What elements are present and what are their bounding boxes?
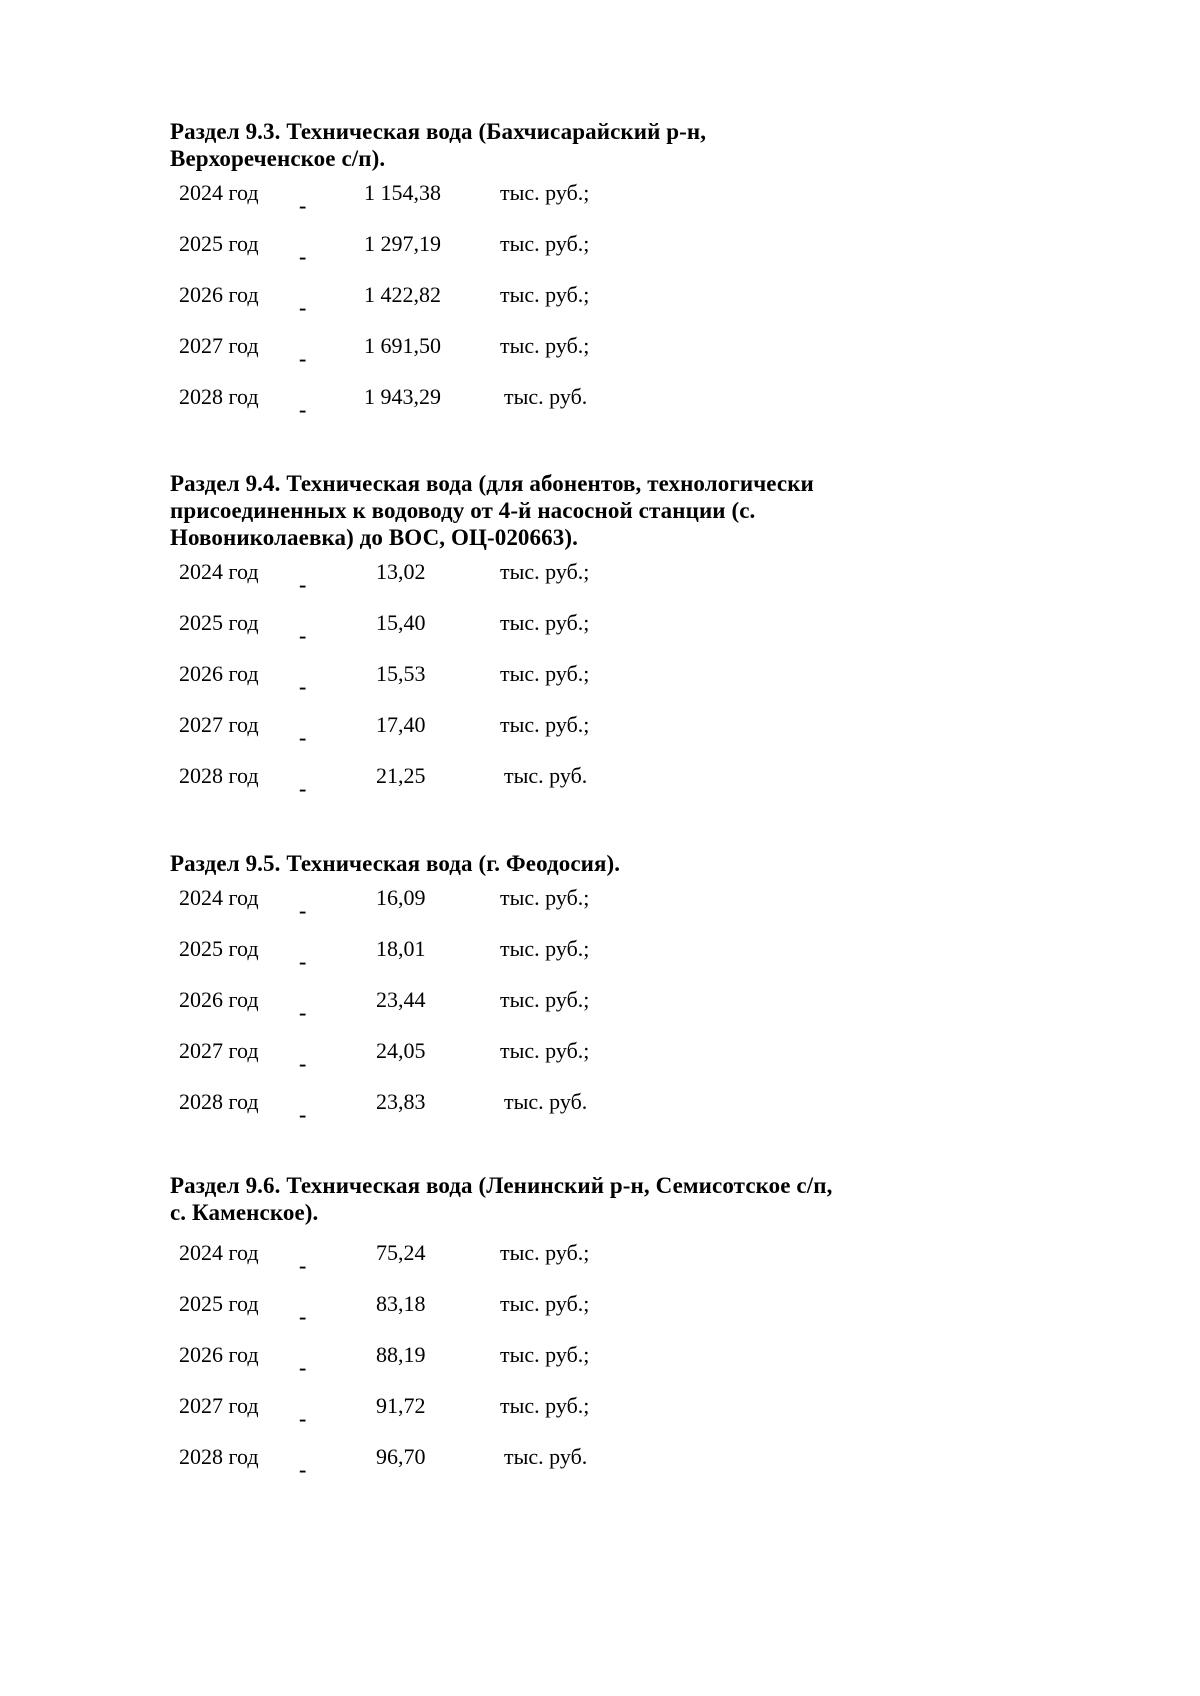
dash-separator: - xyxy=(299,1355,307,1380)
section-title-line: Раздел 9.5. Техническая вода (г. Феодосия). xyxy=(170,851,621,876)
section-9-4 xyxy=(170,470,890,814)
section-title-line: с. Каменское). xyxy=(170,1200,319,1225)
dash-separator: - xyxy=(299,193,307,218)
year-label: 2024 год xyxy=(179,559,259,584)
dash-separator: - xyxy=(299,623,307,648)
amount-value: 1 691,50 xyxy=(364,333,441,358)
year-label: 2025 год xyxy=(179,231,259,256)
tariff-row xyxy=(170,1342,890,1393)
tariff-row xyxy=(170,1291,890,1342)
amount-value: 13,02 xyxy=(376,559,426,584)
dash-separator: - xyxy=(299,725,307,750)
dash-separator: - xyxy=(299,1051,307,1076)
amount-value: 1 422,82 xyxy=(364,282,441,307)
year-label: 2027 год xyxy=(179,1038,259,1063)
amount-value: 24,05 xyxy=(376,1038,426,1063)
tariff-row xyxy=(170,333,890,384)
amount-value: 23,83 xyxy=(376,1089,426,1114)
amount-value: 88,19 xyxy=(376,1342,426,1367)
dash-separator: - xyxy=(299,572,307,597)
section-9-5 xyxy=(170,850,890,1140)
dash-separator: - xyxy=(299,1457,307,1482)
dash-separator: - xyxy=(299,397,307,422)
dash-separator: - xyxy=(299,244,307,269)
unit-label: тыс. руб.; xyxy=(500,1291,590,1316)
unit-label: тыс. руб. xyxy=(504,384,588,409)
amount-value: 15,53 xyxy=(376,661,426,686)
unit-label: тыс. руб. xyxy=(504,1089,588,1114)
tariff-row xyxy=(170,1444,890,1495)
section-title-line: Раздел 9.6. Техническая вода (Ленинский р-н, Семисотское с/п, xyxy=(170,1173,833,1198)
unit-label: тыс. руб.; xyxy=(500,180,590,205)
unit-label: тыс. руб.; xyxy=(500,333,590,358)
unit-label: тыс. руб. xyxy=(504,1444,588,1469)
section-title-line: Раздел 9.4. Техническая вода (для абонентов, технологически xyxy=(170,471,814,496)
year-label: 2026 год xyxy=(179,1342,259,1367)
amount-value: 21,25 xyxy=(376,763,426,788)
tariff-row xyxy=(170,610,890,661)
year-label: 2024 год xyxy=(179,180,259,205)
year-label: 2028 год xyxy=(179,763,259,788)
amount-value: 23,44 xyxy=(376,987,426,1012)
section-title-line: присоединенных к водоводу от 4-й насосной станции (с. xyxy=(170,498,756,523)
unit-label: тыс. руб. xyxy=(504,763,588,788)
unit-label: тыс. руб.; xyxy=(500,559,590,584)
dash-separator: - xyxy=(299,898,307,923)
amount-value: 83,18 xyxy=(376,1291,426,1316)
tariff-row xyxy=(170,1038,890,1089)
section-title xyxy=(170,850,890,877)
amount-value: 1 154,38 xyxy=(364,180,441,205)
tariff-row xyxy=(170,282,890,333)
tariff-row xyxy=(170,661,890,712)
year-label: 2027 год xyxy=(179,333,259,358)
section-title xyxy=(170,1172,890,1226)
dash-separator: - xyxy=(299,1000,307,1025)
tariff-row xyxy=(170,1393,890,1444)
unit-label: тыс. руб.; xyxy=(500,610,590,635)
tariff-list xyxy=(170,1240,890,1495)
tariff-row xyxy=(170,987,890,1038)
dash-separator: - xyxy=(299,346,307,371)
tariff-row xyxy=(170,1089,890,1140)
tariff-row xyxy=(170,763,890,814)
section-title xyxy=(170,470,890,551)
unit-label: тыс. руб.; xyxy=(500,1342,590,1367)
amount-value: 17,40 xyxy=(376,712,426,737)
section-9-3 xyxy=(170,118,890,435)
year-label: 2025 год xyxy=(179,936,259,961)
unit-label: тыс. руб.; xyxy=(500,885,590,910)
dash-separator: - xyxy=(299,1102,307,1127)
dash-separator: - xyxy=(299,674,307,699)
year-label: 2027 год xyxy=(179,712,259,737)
unit-label: тыс. руб.; xyxy=(500,661,590,686)
tariff-list xyxy=(170,180,890,435)
amount-value: 18,01 xyxy=(376,936,426,961)
dash-separator: - xyxy=(299,949,307,974)
year-label: 2026 год xyxy=(179,282,259,307)
section-title xyxy=(170,118,890,172)
tariff-list xyxy=(170,559,890,814)
year-label: 2028 год xyxy=(179,384,259,409)
unit-label: тыс. руб.; xyxy=(500,712,590,737)
amount-value: 1 943,29 xyxy=(364,384,441,409)
amount-value: 96,70 xyxy=(376,1444,426,1469)
year-label: 2025 год xyxy=(179,1291,259,1316)
amount-value: 75,24 xyxy=(376,1240,426,1265)
tariff-row xyxy=(170,231,890,282)
dash-separator: - xyxy=(299,1253,307,1278)
tariff-row xyxy=(170,1240,890,1291)
unit-label: тыс. руб.; xyxy=(500,936,590,961)
unit-label: тыс. руб.; xyxy=(500,282,590,307)
unit-label: тыс. руб.; xyxy=(500,987,590,1012)
dash-separator: - xyxy=(299,295,307,320)
tariff-row xyxy=(170,384,890,435)
year-label: 2028 год xyxy=(179,1444,259,1469)
dash-separator: - xyxy=(299,1406,307,1431)
unit-label: тыс. руб.; xyxy=(500,1393,590,1418)
year-label: 2026 год xyxy=(179,661,259,686)
tariff-row xyxy=(170,712,890,763)
dash-separator: - xyxy=(299,776,307,801)
unit-label: тыс. руб.; xyxy=(500,231,590,256)
section-title-line: Верхореченское с/п). xyxy=(170,146,386,171)
unit-label: тыс. руб.; xyxy=(500,1240,590,1265)
amount-value: 1 297,19 xyxy=(364,231,441,256)
section-title-line: Новониколаевка) до ВОС, ОЦ-020663). xyxy=(170,525,578,550)
tariff-row xyxy=(170,885,890,936)
section-title-line: Раздел 9.3. Техническая вода (Бахчисарайский р-н, xyxy=(170,119,707,144)
tariff-list xyxy=(170,885,890,1140)
year-label: 2025 год xyxy=(179,610,259,635)
tariff-row xyxy=(170,936,890,987)
tariff-row xyxy=(170,559,890,610)
year-label: 2026 год xyxy=(179,987,259,1012)
amount-value: 15,40 xyxy=(376,610,426,635)
year-label: 2024 год xyxy=(179,1240,259,1265)
dash-separator: - xyxy=(299,1304,307,1329)
section-9-6 xyxy=(170,1172,890,1495)
amount-value: 91,72 xyxy=(376,1393,426,1418)
amount-value: 16,09 xyxy=(376,885,426,910)
unit-label: тыс. руб.; xyxy=(500,1038,590,1063)
tariff-row xyxy=(170,180,890,231)
year-label: 2024 год xyxy=(179,885,259,910)
year-label: 2028 год xyxy=(179,1089,259,1114)
year-label: 2027 год xyxy=(179,1393,259,1418)
